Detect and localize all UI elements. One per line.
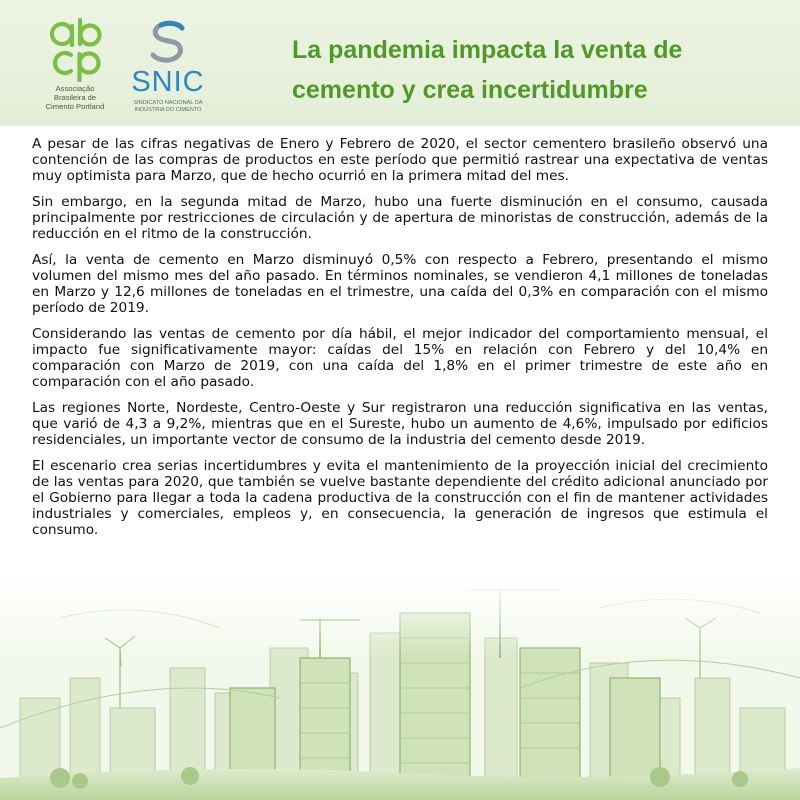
green-city-sketch	[0, 578, 800, 800]
snic-logo-mark	[148, 20, 188, 64]
paragraph-6: El escenario crea serias incertidumbres y evita el mantenimiento de la proyección inicial del crecimiento de las ventas para 2020, que también se vuelve bastante dependiente del crédito adicional anunciado por el Gobierno para llegar a toda la cadena productiva de la construcción con el fin de mantener actividades industriales y comerciales, empleos y, en consecuencia, la generación de ingresos que estimula el consumo.	[32, 458, 768, 538]
article-body	[32, 136, 768, 548]
paragraph-2: Sin embargo, en la segunda mitad de Marzo, hubo una fuerte disminución en el consumo, causada principalmente por restricciones de circulación y de apertura de minoristas de construcción, además de la reducción en el ritmo de la construcción.	[32, 194, 768, 242]
snic-logo-name: SNIC	[131, 66, 205, 98]
abcp-logo-caption: Associação Brasileira de Cimento Portland	[45, 84, 105, 111]
paragraph-1: A pesar de las cifras negativas de Enero y Febrero de 2020, el sector cementero brasileño observó una contención de las compras de productos en este período que permitió rastrear una expectativa de ventas muy optimista para Marzo, que de hecho ocurrió en la primera mitad del mes.	[32, 136, 768, 184]
snic-logo-caption: SINDICATO NACIONAL DA INDÚSTRIA DO CIMENTO	[133, 100, 203, 113]
abcp-logo	[30, 18, 120, 118]
header-banner	[0, 0, 800, 126]
page-title: La pandemia impacta la venta de cemento y crea incertidumbre	[292, 36, 683, 104]
paragraph-4: Considerando las ventas de cemento por día hábil, el mejor indicador del comportamiento mensual, el impacto fue significativamente mayor: caídas del 15% en relación con Febrero y del 10,4% en comparación con Marzo de 2019, con una caída del 1,8% en el primer trimestre de este año en comparación con el año pasado.	[32, 326, 768, 390]
abcp-logo-mark	[48, 18, 104, 82]
paragraph-3: Así, la venta de cemento en Marzo disminuyó 0,5% con respecto a Febrero, presentando el mismo volumen del mismo mes del año pasado. En términos nominales, se vendieron 4,1 millones de toneladas en Marzo y 12,6 millones de toneladas en el trimestre, una caída del 0,3% en comparación con el mismo período de 2019.	[32, 252, 768, 316]
paragraph-5: Las regiones Norte, Nordeste, Centro-Oeste y Sur registraron una reducción significativa en las ventas, que varió de 4,3 a 9,2%, mientras que en el Sureste, hubo un aumento de 4,6%, impulsado por edificios residenciales, un importante vector de consumo de la industria del cemento desde 2019.	[32, 400, 768, 448]
snic-logo	[130, 20, 206, 116]
